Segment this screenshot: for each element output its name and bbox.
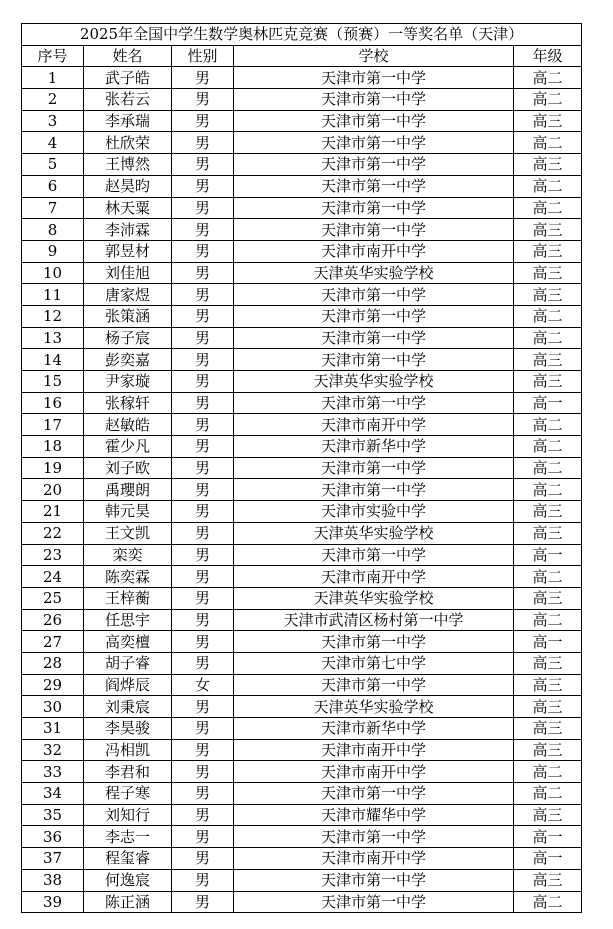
cell-grade: 高三 bbox=[514, 219, 582, 241]
cell-no: 24 bbox=[22, 566, 84, 588]
cell-gender: 男 bbox=[172, 631, 234, 653]
table-row bbox=[22, 110, 582, 132]
cell-grade: 高二 bbox=[514, 327, 582, 349]
cell-grade: 高二 bbox=[514, 566, 582, 588]
table-row bbox=[22, 566, 582, 588]
table-row bbox=[22, 848, 582, 870]
table-row bbox=[22, 891, 582, 913]
cell-name: 高奕檀 bbox=[84, 631, 172, 653]
cell-gender: 男 bbox=[172, 544, 234, 566]
table-row bbox=[22, 154, 582, 176]
cell-school: 天津市第一中学 bbox=[234, 479, 514, 501]
cell-gender: 男 bbox=[172, 891, 234, 913]
cell-grade: 高二 bbox=[514, 67, 582, 89]
cell-gender: 男 bbox=[172, 479, 234, 501]
cell-school: 天津市第一中学 bbox=[234, 783, 514, 805]
cell-grade: 高二 bbox=[514, 132, 582, 154]
cell-no: 11 bbox=[22, 284, 84, 306]
cell-grade: 高二 bbox=[514, 175, 582, 197]
cell-gender: 男 bbox=[172, 566, 234, 588]
cell-name: 霍少凡 bbox=[84, 436, 172, 458]
cell-grade: 高三 bbox=[514, 349, 582, 371]
cell-name: 何逸宸 bbox=[84, 869, 172, 891]
cell-name: 刘秉宸 bbox=[84, 696, 172, 718]
cell-gender: 男 bbox=[172, 89, 234, 111]
cell-gender: 男 bbox=[172, 587, 234, 609]
table-row bbox=[22, 631, 582, 653]
cell-name: 王文凯 bbox=[84, 522, 172, 544]
table-row bbox=[22, 371, 582, 393]
cell-no: 33 bbox=[22, 761, 84, 783]
cell-gender: 男 bbox=[172, 739, 234, 761]
header-grade: 年级 bbox=[514, 45, 582, 67]
table-row bbox=[22, 240, 582, 262]
cell-name: 彭奕嘉 bbox=[84, 349, 172, 371]
cell-grade: 高二 bbox=[514, 891, 582, 913]
cell-grade: 高二 bbox=[514, 197, 582, 219]
cell-name: 郭昱材 bbox=[84, 240, 172, 262]
cell-grade: 高二 bbox=[514, 305, 582, 327]
table-row bbox=[22, 132, 582, 154]
cell-no: 26 bbox=[22, 609, 84, 631]
cell-name: 李君和 bbox=[84, 761, 172, 783]
cell-name: 杜欣荣 bbox=[84, 132, 172, 154]
cell-grade: 高二 bbox=[514, 761, 582, 783]
table-row bbox=[22, 761, 582, 783]
table-row bbox=[22, 284, 582, 306]
cell-school: 天津市南开中学 bbox=[234, 240, 514, 262]
cell-grade: 高三 bbox=[514, 718, 582, 740]
cell-no: 10 bbox=[22, 262, 84, 284]
table-row bbox=[22, 479, 582, 501]
table-row bbox=[22, 826, 582, 848]
cell-school: 天津市第一中学 bbox=[234, 869, 514, 891]
cell-no: 15 bbox=[22, 371, 84, 393]
cell-name: 栾奕 bbox=[84, 544, 172, 566]
cell-school: 天津市第一中学 bbox=[234, 154, 514, 176]
cell-grade: 高三 bbox=[514, 674, 582, 696]
cell-no: 19 bbox=[22, 457, 84, 479]
cell-no: 3 bbox=[22, 110, 84, 132]
cell-name: 李承瑞 bbox=[84, 110, 172, 132]
cell-grade: 高三 bbox=[514, 284, 582, 306]
cell-gender: 男 bbox=[172, 284, 234, 306]
cell-gender: 男 bbox=[172, 848, 234, 870]
cell-gender: 男 bbox=[172, 804, 234, 826]
cell-name: 任思宇 bbox=[84, 609, 172, 631]
header-school: 学校 bbox=[234, 45, 514, 67]
cell-school: 天津市武清区杨村第一中学 bbox=[234, 609, 514, 631]
cell-grade: 高一 bbox=[514, 848, 582, 870]
cell-gender: 男 bbox=[172, 219, 234, 241]
table-row bbox=[22, 392, 582, 414]
cell-no: 30 bbox=[22, 696, 84, 718]
cell-no: 22 bbox=[22, 522, 84, 544]
cell-grade: 高二 bbox=[514, 414, 582, 436]
cell-school: 天津市第一中学 bbox=[234, 132, 514, 154]
cell-grade: 高三 bbox=[514, 240, 582, 262]
cell-name: 张若云 bbox=[84, 89, 172, 111]
cell-gender: 男 bbox=[172, 305, 234, 327]
cell-school: 天津市第一中学 bbox=[234, 631, 514, 653]
cell-name: 程子寒 bbox=[84, 783, 172, 805]
cell-school: 天津市第一中学 bbox=[234, 284, 514, 306]
cell-name: 禹瓔朗 bbox=[84, 479, 172, 501]
cell-no: 12 bbox=[22, 305, 84, 327]
cell-name: 胡子睿 bbox=[84, 652, 172, 674]
cell-grade: 高一 bbox=[514, 826, 582, 848]
cell-no: 34 bbox=[22, 783, 84, 805]
cell-school: 天津市第一中学 bbox=[234, 197, 514, 219]
cell-name: 赵昊昀 bbox=[84, 175, 172, 197]
table-row bbox=[22, 652, 582, 674]
cell-name: 张策涵 bbox=[84, 305, 172, 327]
cell-name: 杨子宸 bbox=[84, 327, 172, 349]
cell-grade: 高二 bbox=[514, 479, 582, 501]
cell-no: 7 bbox=[22, 197, 84, 219]
table-row bbox=[22, 674, 582, 696]
cell-no: 16 bbox=[22, 392, 84, 414]
cell-school: 天津市第一中学 bbox=[234, 67, 514, 89]
cell-name: 冯相凯 bbox=[84, 739, 172, 761]
cell-gender: 男 bbox=[172, 262, 234, 284]
cell-school: 天津市第一中学 bbox=[234, 674, 514, 696]
cell-grade: 高三 bbox=[514, 696, 582, 718]
cell-name: 陈正涵 bbox=[84, 891, 172, 913]
cell-gender: 男 bbox=[172, 436, 234, 458]
cell-school: 天津市第一中学 bbox=[234, 392, 514, 414]
cell-school: 天津英华实验学校 bbox=[234, 587, 514, 609]
cell-gender: 男 bbox=[172, 175, 234, 197]
cell-name: 刘知行 bbox=[84, 804, 172, 826]
cell-grade: 高三 bbox=[514, 501, 582, 523]
table-row bbox=[22, 175, 582, 197]
cell-school: 天津市第七中学 bbox=[234, 652, 514, 674]
table-row bbox=[22, 327, 582, 349]
cell-gender: 女 bbox=[172, 674, 234, 696]
cell-gender: 男 bbox=[172, 67, 234, 89]
cell-no: 5 bbox=[22, 154, 84, 176]
cell-grade: 高三 bbox=[514, 804, 582, 826]
cell-school: 天津市第一中学 bbox=[234, 544, 514, 566]
cell-school: 天津市第一中学 bbox=[234, 826, 514, 848]
cell-no: 4 bbox=[22, 132, 84, 154]
cell-no: 36 bbox=[22, 826, 84, 848]
cell-school: 天津英华实验学校 bbox=[234, 262, 514, 284]
cell-grade: 高二 bbox=[514, 783, 582, 805]
cell-gender: 男 bbox=[172, 696, 234, 718]
table-row bbox=[22, 522, 582, 544]
cell-school: 天津市第一中学 bbox=[234, 349, 514, 371]
cell-grade: 高三 bbox=[514, 154, 582, 176]
cell-school: 天津英华实验学校 bbox=[234, 696, 514, 718]
cell-school: 天津市第一中学 bbox=[234, 219, 514, 241]
cell-name: 程玺睿 bbox=[84, 848, 172, 870]
cell-gender: 男 bbox=[172, 132, 234, 154]
cell-no: 6 bbox=[22, 175, 84, 197]
table-row bbox=[22, 67, 582, 89]
cell-gender: 男 bbox=[172, 501, 234, 523]
cell-gender: 男 bbox=[172, 522, 234, 544]
table-row bbox=[22, 696, 582, 718]
table-row bbox=[22, 262, 582, 284]
header-row bbox=[22, 45, 582, 67]
cell-school: 天津市第一中学 bbox=[234, 305, 514, 327]
cell-grade: 高三 bbox=[514, 110, 582, 132]
cell-gender: 男 bbox=[172, 240, 234, 262]
cell-name: 李志一 bbox=[84, 826, 172, 848]
cell-school: 天津市耀华中学 bbox=[234, 804, 514, 826]
cell-gender: 男 bbox=[172, 414, 234, 436]
cell-school: 天津市第一中学 bbox=[234, 89, 514, 111]
cell-name: 王博然 bbox=[84, 154, 172, 176]
cell-no: 17 bbox=[22, 414, 84, 436]
cell-gender: 男 bbox=[172, 457, 234, 479]
cell-school: 天津英华实验学校 bbox=[234, 522, 514, 544]
cell-no: 18 bbox=[22, 436, 84, 458]
table-row bbox=[22, 414, 582, 436]
cell-no: 29 bbox=[22, 674, 84, 696]
header-gender: 性别 bbox=[172, 45, 234, 67]
cell-gender: 男 bbox=[172, 609, 234, 631]
cell-no: 31 bbox=[22, 718, 84, 740]
cell-no: 25 bbox=[22, 587, 84, 609]
cell-no: 35 bbox=[22, 804, 84, 826]
cell-grade: 高三 bbox=[514, 739, 582, 761]
cell-school: 天津市第一中学 bbox=[234, 175, 514, 197]
cell-no: 28 bbox=[22, 652, 84, 674]
table-row bbox=[22, 804, 582, 826]
cell-no: 23 bbox=[22, 544, 84, 566]
cell-name: 张稼轩 bbox=[84, 392, 172, 414]
cell-grade: 高二 bbox=[514, 609, 582, 631]
cell-name: 唐家煜 bbox=[84, 284, 172, 306]
cell-gender: 男 bbox=[172, 869, 234, 891]
table-row bbox=[22, 219, 582, 241]
cell-name: 刘子欧 bbox=[84, 457, 172, 479]
cell-no: 1 bbox=[22, 67, 84, 89]
table-row bbox=[22, 501, 582, 523]
cell-school: 天津英华实验学校 bbox=[234, 371, 514, 393]
cell-grade: 高三 bbox=[514, 869, 582, 891]
cell-school: 天津市第一中学 bbox=[234, 457, 514, 479]
cell-grade: 高二 bbox=[514, 436, 582, 458]
cell-no: 2 bbox=[22, 89, 84, 111]
cell-school: 天津市南开中学 bbox=[234, 848, 514, 870]
table-row bbox=[22, 718, 582, 740]
cell-grade: 高三 bbox=[514, 652, 582, 674]
cell-school: 天津市新华中学 bbox=[234, 718, 514, 740]
cell-gender: 男 bbox=[172, 349, 234, 371]
cell-name: 武子皓 bbox=[84, 67, 172, 89]
cell-name: 尹家璇 bbox=[84, 371, 172, 393]
cell-gender: 男 bbox=[172, 392, 234, 414]
table-row bbox=[22, 739, 582, 761]
cell-school: 天津市第一中学 bbox=[234, 891, 514, 913]
table-row bbox=[22, 305, 582, 327]
cell-gender: 男 bbox=[172, 718, 234, 740]
cell-school: 天津市实验中学 bbox=[234, 501, 514, 523]
header-no: 序号 bbox=[22, 45, 84, 67]
cell-name: 李昊骏 bbox=[84, 718, 172, 740]
table-row bbox=[22, 457, 582, 479]
cell-no: 8 bbox=[22, 219, 84, 241]
title-row bbox=[22, 24, 582, 46]
table-row bbox=[22, 89, 582, 111]
cell-gender: 男 bbox=[172, 826, 234, 848]
cell-gender: 男 bbox=[172, 783, 234, 805]
cell-name: 陈奕霖 bbox=[84, 566, 172, 588]
cell-gender: 男 bbox=[172, 110, 234, 132]
cell-grade: 高三 bbox=[514, 371, 582, 393]
table-row bbox=[22, 544, 582, 566]
cell-grade: 高二 bbox=[514, 457, 582, 479]
cell-name: 林天粟 bbox=[84, 197, 172, 219]
cell-grade: 高一 bbox=[514, 544, 582, 566]
cell-name: 李沛霖 bbox=[84, 219, 172, 241]
cell-no: 13 bbox=[22, 327, 84, 349]
cell-grade: 高一 bbox=[514, 631, 582, 653]
cell-grade: 高二 bbox=[514, 89, 582, 111]
cell-name: 赵敏皓 bbox=[84, 414, 172, 436]
table-row bbox=[22, 197, 582, 219]
cell-name: 阎烨辰 bbox=[84, 674, 172, 696]
cell-no: 32 bbox=[22, 739, 84, 761]
cell-school: 天津市南开中学 bbox=[234, 761, 514, 783]
table-row bbox=[22, 609, 582, 631]
cell-no: 14 bbox=[22, 349, 84, 371]
cell-gender: 男 bbox=[172, 652, 234, 674]
cell-gender: 男 bbox=[172, 761, 234, 783]
cell-gender: 男 bbox=[172, 327, 234, 349]
cell-gender: 男 bbox=[172, 371, 234, 393]
cell-school: 天津市第一中学 bbox=[234, 110, 514, 132]
table-row bbox=[22, 783, 582, 805]
cell-gender: 男 bbox=[172, 197, 234, 219]
cell-no: 27 bbox=[22, 631, 84, 653]
table-row bbox=[22, 349, 582, 371]
cell-name: 韩元昊 bbox=[84, 501, 172, 523]
cell-no: 21 bbox=[22, 501, 84, 523]
cell-school: 天津市第一中学 bbox=[234, 327, 514, 349]
cell-name: 王梓蘅 bbox=[84, 587, 172, 609]
header-name: 姓名 bbox=[84, 45, 172, 67]
table-row bbox=[22, 436, 582, 458]
table-row bbox=[22, 869, 582, 891]
award-table bbox=[21, 23, 582, 913]
cell-no: 39 bbox=[22, 891, 84, 913]
cell-no: 9 bbox=[22, 240, 84, 262]
cell-gender: 男 bbox=[172, 154, 234, 176]
cell-grade: 高三 bbox=[514, 522, 582, 544]
cell-school: 天津市南开中学 bbox=[234, 566, 514, 588]
cell-no: 37 bbox=[22, 848, 84, 870]
cell-no: 38 bbox=[22, 869, 84, 891]
cell-grade: 高三 bbox=[514, 262, 582, 284]
cell-school: 天津市南开中学 bbox=[234, 739, 514, 761]
table-row bbox=[22, 587, 582, 609]
cell-grade: 高三 bbox=[514, 587, 582, 609]
cell-school: 天津市新华中学 bbox=[234, 436, 514, 458]
cell-grade: 高一 bbox=[514, 392, 582, 414]
cell-name: 刘佳旭 bbox=[84, 262, 172, 284]
cell-school: 天津市南开中学 bbox=[234, 414, 514, 436]
cell-no: 20 bbox=[22, 479, 84, 501]
table-title: 2025年全国中学生数学奥林匹克竞赛（预赛）一等奖名单（天津） bbox=[22, 24, 582, 46]
